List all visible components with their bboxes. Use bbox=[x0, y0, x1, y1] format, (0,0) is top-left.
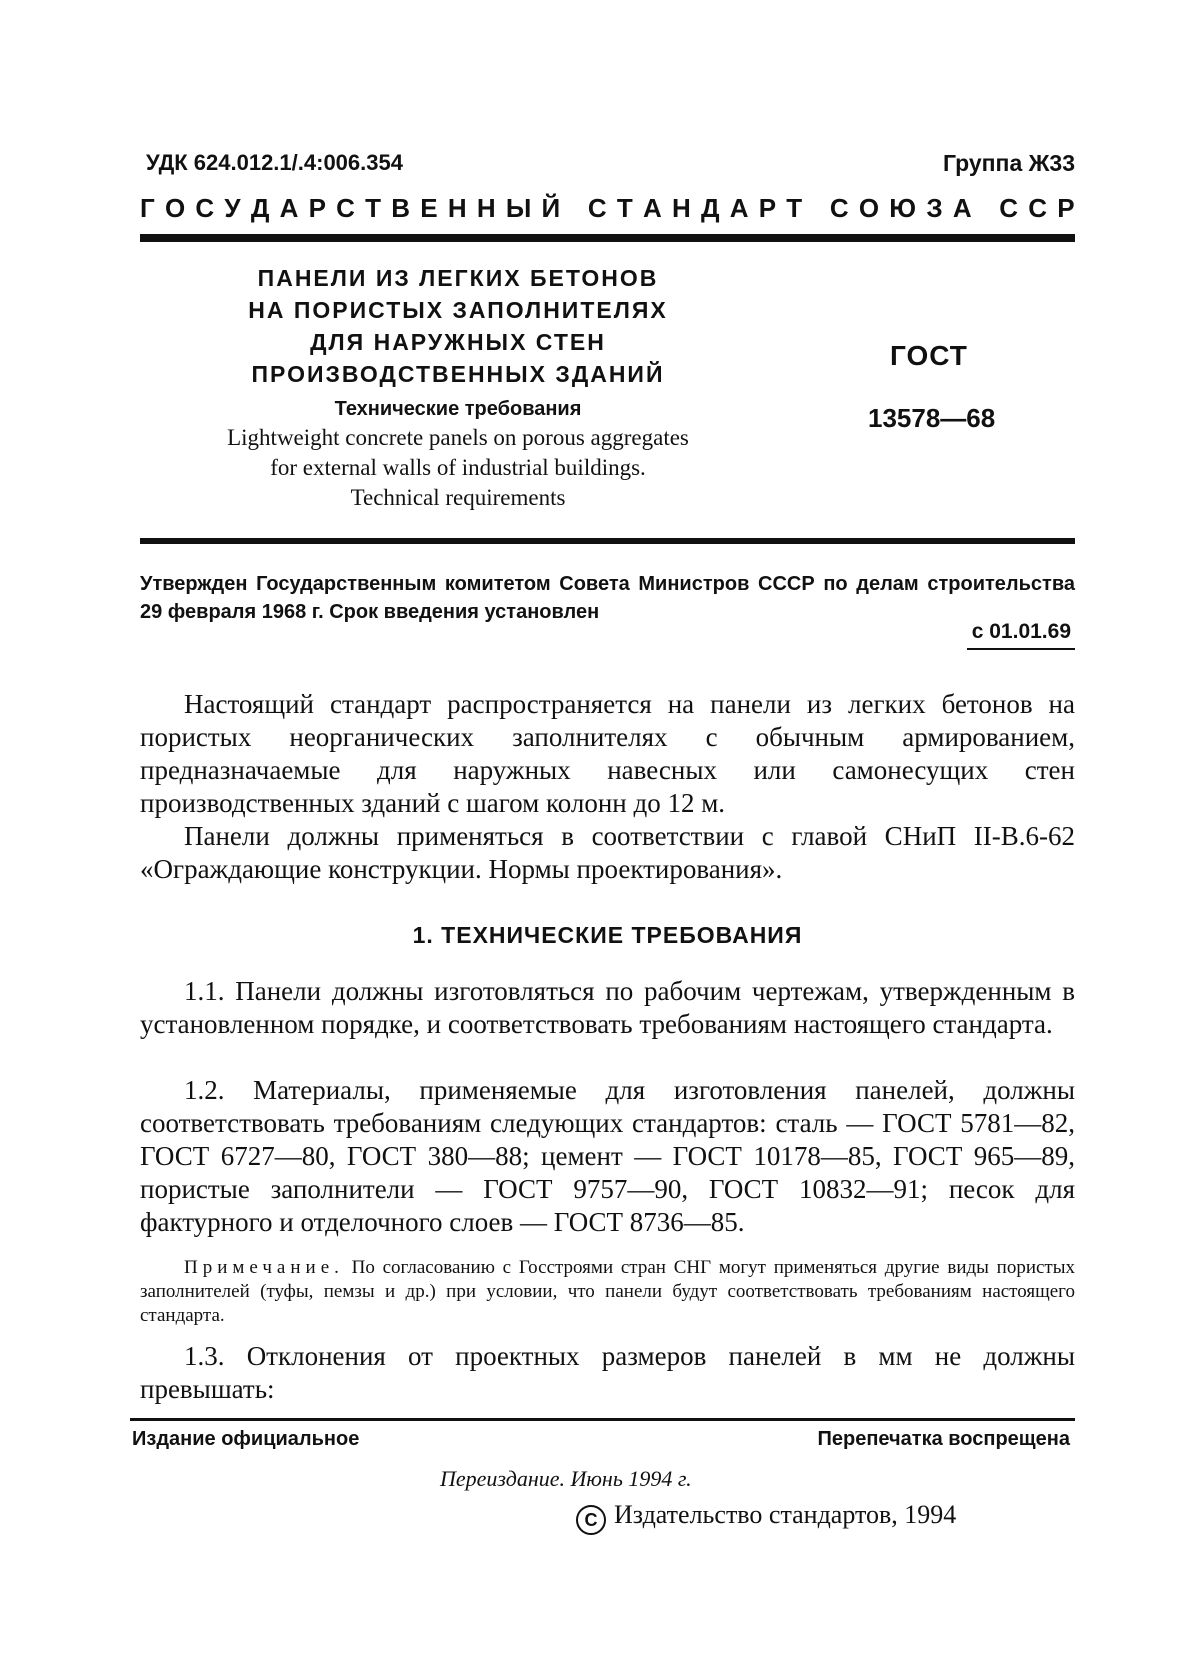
heading-space bbox=[812, 193, 819, 224]
note-label: Примечание. bbox=[184, 1257, 344, 1278]
heading-letter: А bbox=[642, 193, 662, 223]
heading-letter: Ю bbox=[889, 193, 917, 223]
heading-letter: Д bbox=[250, 193, 270, 223]
heading-letter: О bbox=[858, 193, 880, 223]
title-ru-line: НА ПОРИСТЫХ ЗАПОЛНИТЕЛЯХ bbox=[248, 297, 668, 323]
header-rule bbox=[140, 234, 1075, 242]
clause-1-2: 1.2. Материалы, применяемые для изготовления панелей, должны соответствовать требованиям следующих стандартов: сталь — ГОСТ 5781—82, ГОСТ 6727—80, ГОСТ 380—88; цемент — ГОСТ 10178—85, ГОСТ 965—89, пористые заполнители — ГОСТ 9757—90, ГОСТ 10832—91; песок для фактурного и отделочного слоев — ГОСТ 8736—85. bbox=[140, 1075, 1075, 1237]
gost-number: 13578—68 bbox=[868, 403, 996, 433]
intro-date: с 01.01.69 bbox=[971, 620, 1071, 643]
heading-letter: С bbox=[1028, 193, 1048, 223]
reissue-note: Переиздание. Июнь 1994 г. bbox=[440, 1466, 692, 1491]
heading-letter: Т bbox=[616, 193, 633, 223]
title-block bbox=[168, 262, 748, 511]
title-en-line: Lightweight concrete panels on porous aggregates bbox=[227, 425, 689, 450]
heading-letter: Р bbox=[1057, 193, 1075, 223]
official-edition: Издание официальное bbox=[132, 1428, 360, 1450]
title-ru-line: ДЛЯ НАРУЖНЫХ СТЕН bbox=[310, 329, 606, 355]
title-en-line: for external walls of industrial buildings. bbox=[270, 455, 646, 480]
heading-letter: А bbox=[279, 193, 299, 223]
heading-letter: С bbox=[195, 193, 215, 223]
intro-paragraph: Настоящий стандарт распространяется на панели из легких бетонов на пористых неорганических заполнителях с обычным армированием, предназначаемые для наружных навесных или самонесущих стен производственных зданий с шагом колонн до 12 м. bbox=[140, 689, 1075, 818]
heading-space bbox=[982, 193, 989, 224]
heading-letter: А bbox=[729, 193, 749, 223]
title-ru-line: ПАНЕЛИ ИЗ ЛЕГКИХ БЕТОНОВ bbox=[257, 265, 659, 291]
heading-letter: Г bbox=[140, 193, 155, 223]
clause-1-1: 1.1. Панели должны изготовляться по рабочим чертежам, утвержденным в установленном порядке, и соответствовать требованиям настоящего стандарта. bbox=[140, 976, 1075, 1039]
heading-letter: Й bbox=[541, 193, 561, 223]
heading-letter: А bbox=[952, 193, 972, 223]
note bbox=[140, 1256, 1075, 1328]
heading-letter: Н bbox=[447, 193, 467, 223]
heading-letter: Н bbox=[671, 193, 691, 223]
reprint-prohibited: Перепечатка воспрещена bbox=[817, 1428, 1070, 1450]
group-code: Группа Ж33 bbox=[942, 150, 1075, 176]
heading-letter: Т bbox=[365, 193, 382, 223]
approval-text: Утвержден Государственным комитетом Совета Министров СССР по делам строительства 29 февраля 1968 г. Срок введения установлен bbox=[140, 573, 1075, 623]
title-en-line: Technical requirements bbox=[350, 485, 566, 510]
intro-date-underline bbox=[967, 648, 1075, 650]
note-text: По согласованию с Госстроями стран СНГ могут применяться другие виды пористых заполнителей (туфы, пемзы и др.) при условии, что панели будут соответствовать требованиям настоящего стандарта. bbox=[140, 1257, 1076, 1326]
section-title: 1. ТЕХНИЧЕСКИЕ ТРЕБОВАНИЯ bbox=[412, 922, 803, 948]
title-subtitle: Технические требования bbox=[334, 398, 582, 420]
footer-rule bbox=[130, 1418, 1075, 1421]
heading-letter: Е bbox=[420, 193, 438, 223]
heading-letter: Д bbox=[700, 193, 720, 223]
publisher: Издательство стандартов, 1994 bbox=[614, 1500, 957, 1529]
heading-letter: С bbox=[999, 193, 1019, 223]
clause-1-3: 1.3. Отклонения от проектных размеров панелей в мм не должны превышать: bbox=[140, 1341, 1075, 1404]
state-standard-heading bbox=[140, 193, 1075, 224]
copyright-line bbox=[576, 1500, 956, 1535]
heading-letter: Т bbox=[786, 193, 803, 223]
heading-letter: О bbox=[164, 193, 186, 223]
copyright-icon: С bbox=[576, 1505, 606, 1535]
intro-paragraph-snip: Панели должны применяться в соответствии с главой СНиП II-В.6-62 «Ограждающие конструкции. Нормы проектирования». bbox=[140, 821, 1075, 884]
udk-code: УДК 624.012.1/.4:006.354 bbox=[146, 150, 403, 175]
heading-letter: У bbox=[224, 193, 241, 223]
title-ru-line: ПРОИЗВОДСТВЕННЫХ ЗДАНИЙ bbox=[251, 361, 665, 387]
heading-letter: С bbox=[587, 193, 607, 223]
heading-letter: Ы bbox=[505, 193, 532, 223]
heading-letter: С bbox=[336, 193, 355, 223]
heading-letter: З bbox=[926, 193, 943, 223]
heading-space bbox=[570, 193, 577, 224]
title-rule bbox=[140, 538, 1075, 544]
heading-letter: Р bbox=[308, 193, 326, 223]
heading-letter: Н bbox=[476, 193, 496, 223]
gost-label: ГОСТ bbox=[890, 340, 968, 371]
heading-letter: В bbox=[391, 193, 411, 223]
heading-letter: Р bbox=[758, 193, 777, 223]
heading-letter: С bbox=[829, 193, 849, 223]
